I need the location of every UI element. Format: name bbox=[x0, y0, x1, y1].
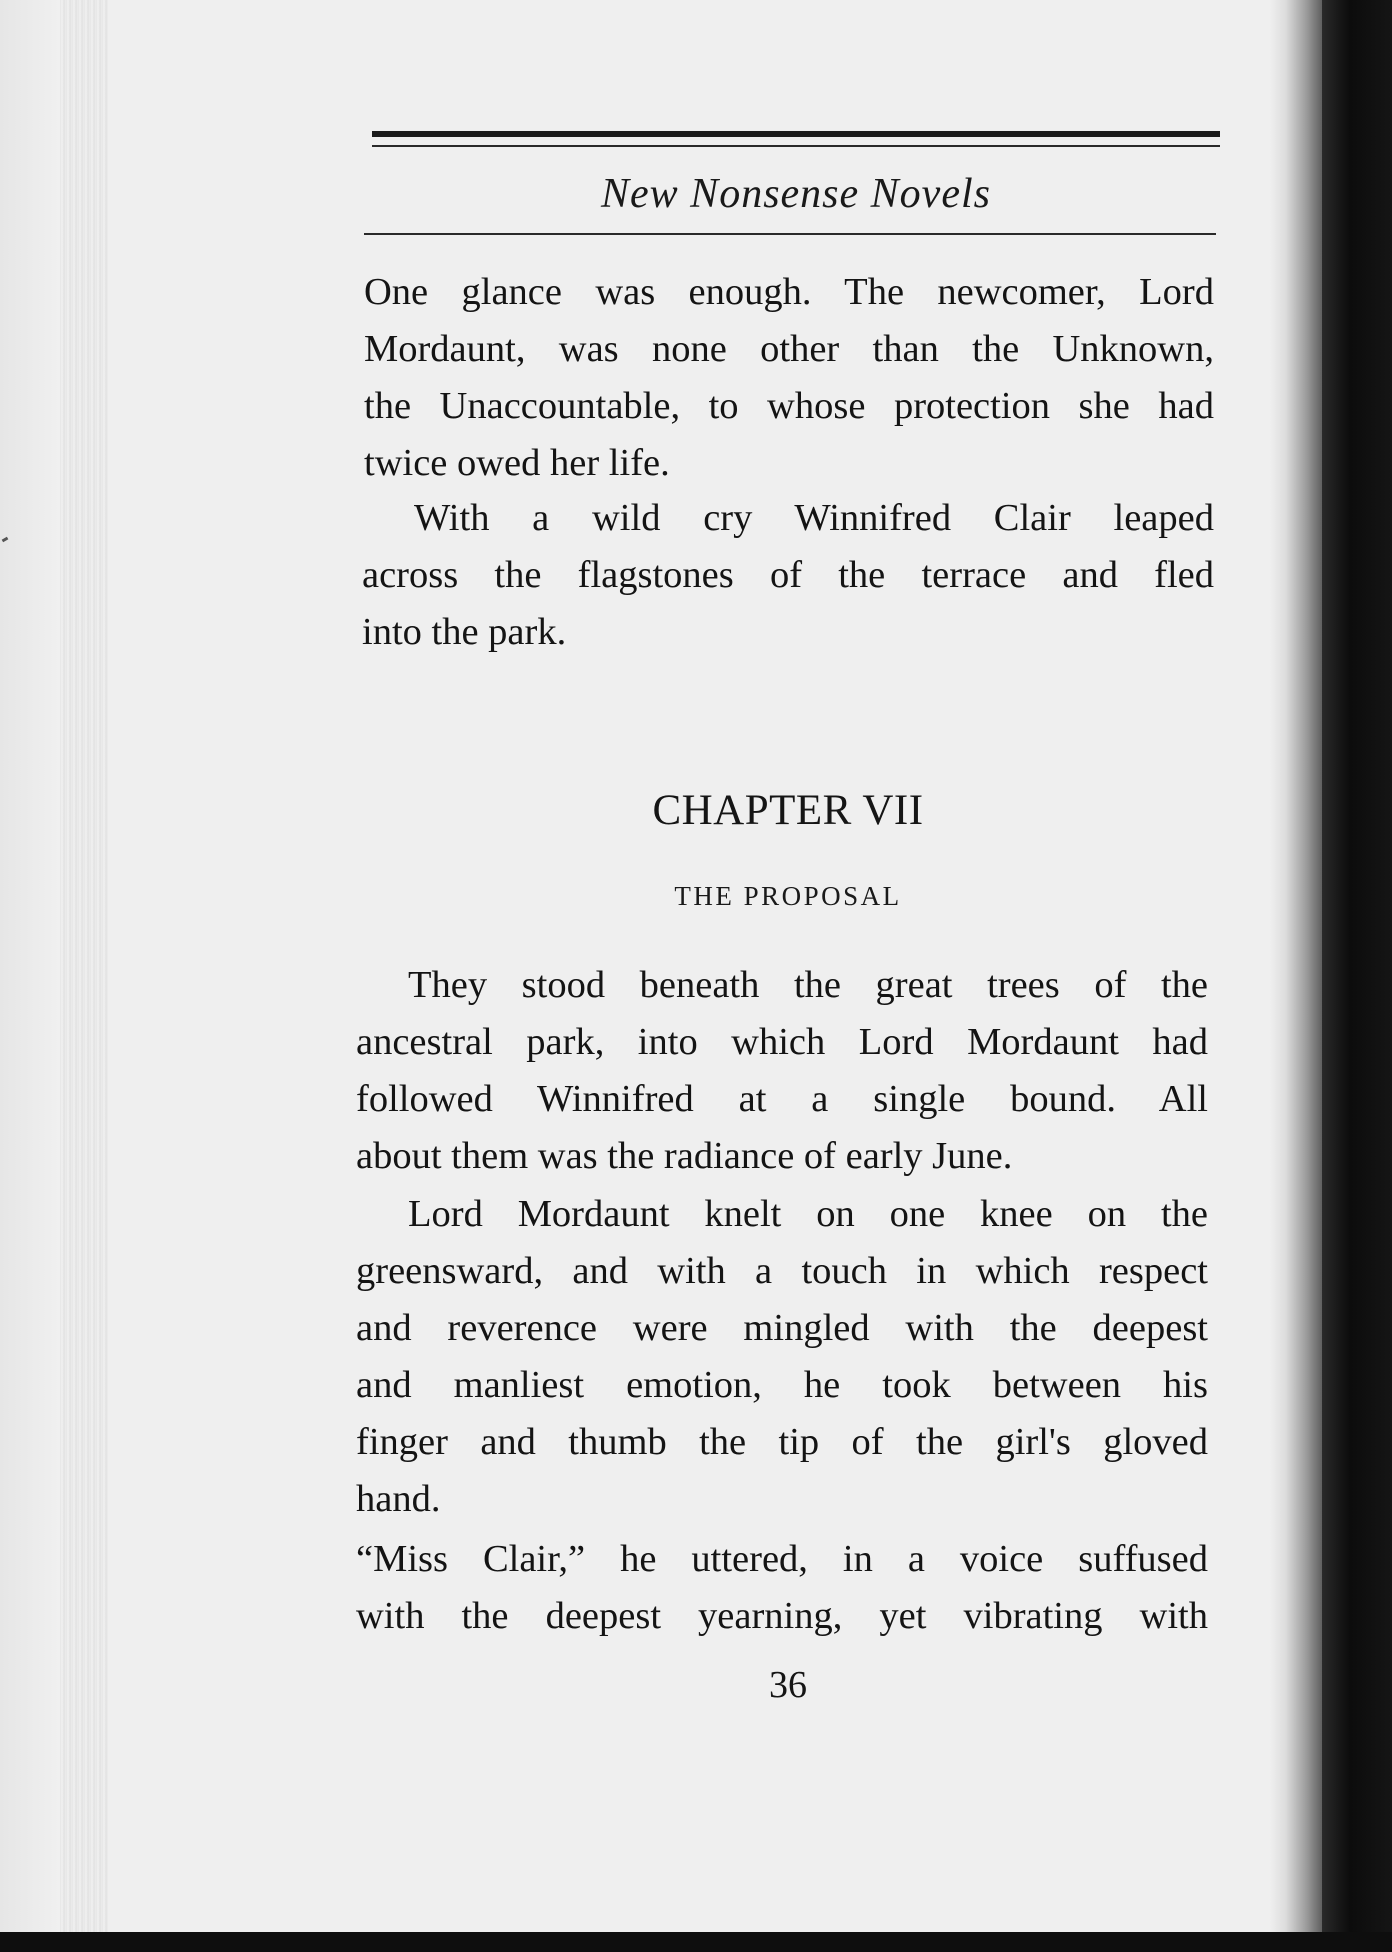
text-line: twice owed her life. bbox=[364, 442, 670, 484]
paragraph bbox=[356, 1531, 1208, 1645]
text-line: across the flagstones of the terrace and fled bbox=[362, 554, 1214, 596]
paragraph bbox=[364, 264, 1214, 492]
text-line: followed Winnifred at a single bound. All bbox=[356, 1078, 1208, 1120]
text-line: greensward, and with a touch in which respect bbox=[356, 1250, 1208, 1292]
text-line: One glance was enough. The newcomer, Lord bbox=[364, 271, 1214, 313]
text-line: Lord Mordaunt knelt on one knee on the bbox=[408, 1193, 1208, 1235]
page-left-edge bbox=[0, 0, 60, 1932]
text-line: and manliest emotion, he took between his bbox=[356, 1364, 1208, 1406]
scan-bottom-border bbox=[0, 1932, 1392, 1952]
text-line: ancestral park, into which Lord Mordaunt had bbox=[356, 1021, 1208, 1063]
text-line: into the park. bbox=[362, 611, 567, 653]
header-rule-thick bbox=[372, 131, 1220, 137]
text-line: and reverence were mingled with the deepest bbox=[356, 1307, 1208, 1349]
text-line: They stood beneath the great trees of the bbox=[408, 964, 1208, 1006]
spine-shadow bbox=[1270, 0, 1322, 1932]
text-line: hand. bbox=[356, 1478, 441, 1520]
chapter-subtitle: THE PROPOSAL bbox=[674, 881, 902, 911]
text-line: with the deepest yearning, yet vibrating with bbox=[356, 1595, 1208, 1637]
page-number: 36 bbox=[769, 1664, 807, 1706]
text-line: finger and thumb the tip of the girl's gloved bbox=[356, 1421, 1208, 1463]
book-spine bbox=[1322, 0, 1392, 1952]
text-line: “Miss Clair,” he uttered, in a voice suffused bbox=[356, 1538, 1208, 1580]
page-edge-stack bbox=[60, 0, 108, 1932]
text-line: With a wild cry Winnifred Clair leaped bbox=[414, 497, 1214, 539]
text-line: Mordaunt, was none other than the Unknown, bbox=[364, 328, 1214, 370]
header-rule-thin bbox=[372, 145, 1220, 147]
text-line: the Unaccountable, to whose protection she had bbox=[364, 385, 1214, 427]
paragraph bbox=[356, 957, 1208, 1185]
text-line: about them was the radiance of early June. bbox=[356, 1135, 1013, 1177]
paragraph bbox=[362, 490, 1214, 661]
running-head: New Nonsense Novels bbox=[601, 171, 991, 217]
chapter-title: CHAPTER VII bbox=[652, 787, 924, 834]
paragraph bbox=[356, 1186, 1208, 1528]
header-rule-bottom bbox=[364, 233, 1216, 235]
